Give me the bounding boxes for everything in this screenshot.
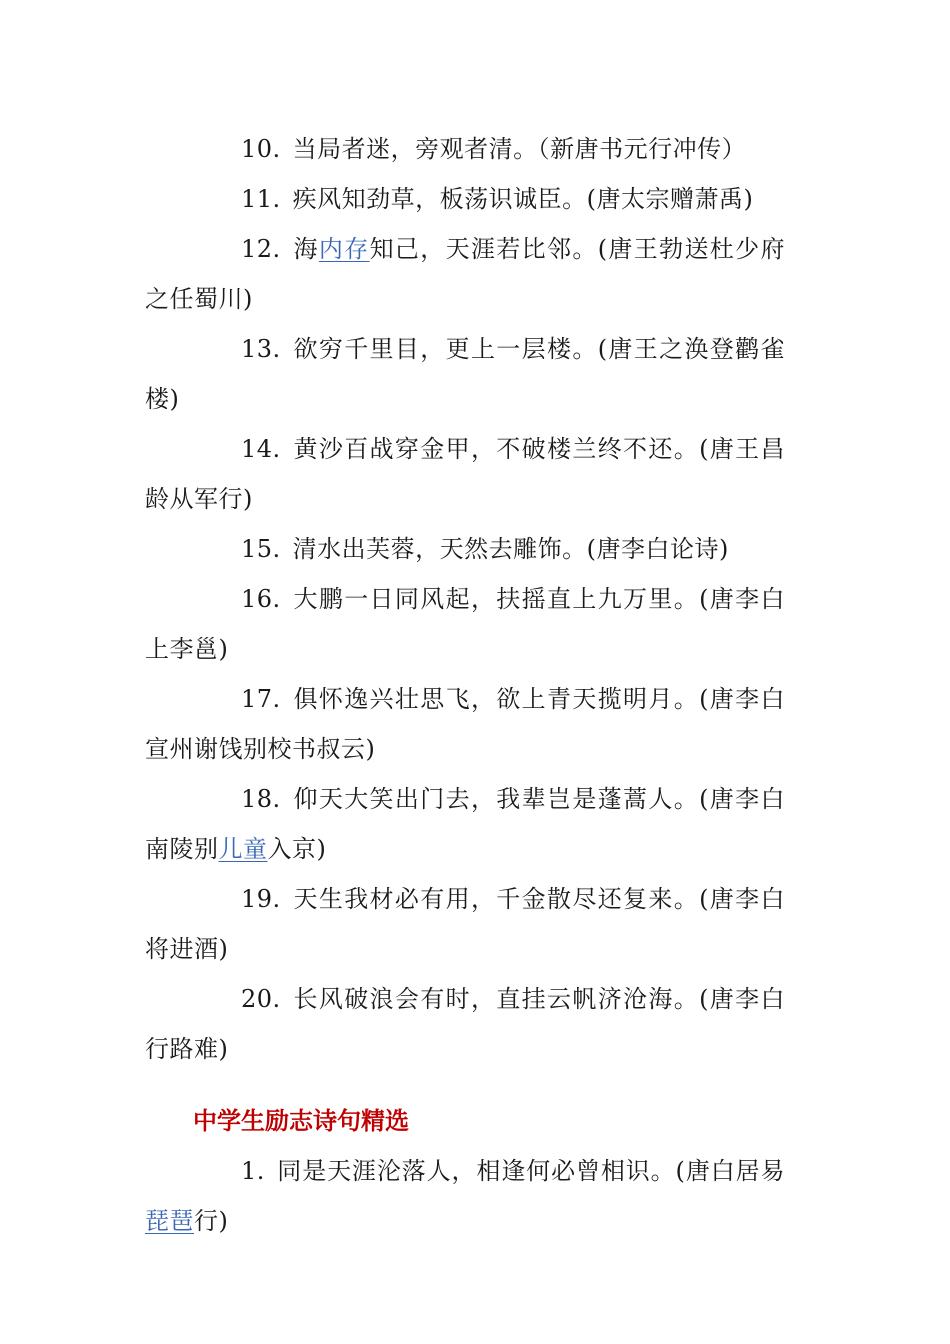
item-text: 仰天大笑出门去，我辈岂是蓬蒿人。(唐李白南陵别 [145,785,785,863]
item-number: 10. [241,135,281,163]
poem-item-20 [145,974,785,1074]
item-number: 12. [241,235,281,263]
item-text: 黄沙百战穿金甲，不破楼兰终不还。(唐王昌龄从军行) [145,435,785,513]
item-number: 11. [241,185,281,213]
poem-item-14 [145,424,785,524]
item-text: 当局者迷，旁观者清。（新唐书元行冲传） [292,135,747,163]
poem-item-12 [145,224,785,324]
item-text: 长风破浪会有时，直挂云帆济沧海。(唐李白行路难) [145,985,785,1063]
item-text: 欲穷千里目，更上一层楼。(唐王之涣登鹳雀楼) [145,335,785,413]
item-text: 疾风知劲草，板荡识诚臣。(唐太宗赠萧禹) [292,185,754,213]
item-number: 17. [241,685,281,713]
item-number: 13. [241,335,281,363]
item-number: 20. [241,985,281,1013]
poem-item-15 [145,524,785,574]
poem-item-11 [145,174,785,224]
item-text: 俱怀逸兴壮思飞，欲上青天揽明月。(唐李白宣州谢饯别校书叔云) [145,685,785,763]
item-number: 14. [241,435,281,463]
item-text: 同是天涯沦落人，相逢何必曾相识。(唐白居易 [276,1157,785,1185]
item-number: 1. [241,1157,265,1185]
inline-link[interactable]: 内存 [318,235,370,263]
inline-link[interactable]: 儿童 [218,835,268,863]
item-text-tail: 入京) [267,835,327,863]
section-item-1 [145,1146,785,1246]
item-text-tail: 知己，天涯若比邻。(唐王勃送杜少府之任蜀川) [145,235,786,313]
item-number: 19. [241,885,281,913]
poem-item-19 [145,874,785,974]
item-number: 18. [241,785,281,813]
poem-item-17 [145,674,785,774]
item-text: 天生我材必有用，千金散尽还复来。(唐李白将进酒) [145,885,785,963]
poem-item-18 [145,774,785,874]
item-text: 海 [292,235,319,263]
item-text: 清水出芙蓉，天然去雕饰。(唐李白论诗) [292,535,729,563]
poem-item-10 [145,124,785,174]
section-heading: 中学生励志诗句精选 [193,1107,409,1135]
item-number: 16. [241,585,281,613]
document-body [145,124,785,1246]
inline-link[interactable]: 琵琶 [145,1207,194,1235]
item-text-tail: 行) [194,1207,229,1235]
poem-item-13 [145,324,785,424]
item-text: 大鹏一日同风起，扶摇直上九万里。(唐李白上李邕) [145,585,785,663]
item-number: 15. [241,535,281,563]
poem-item-16 [145,574,785,674]
